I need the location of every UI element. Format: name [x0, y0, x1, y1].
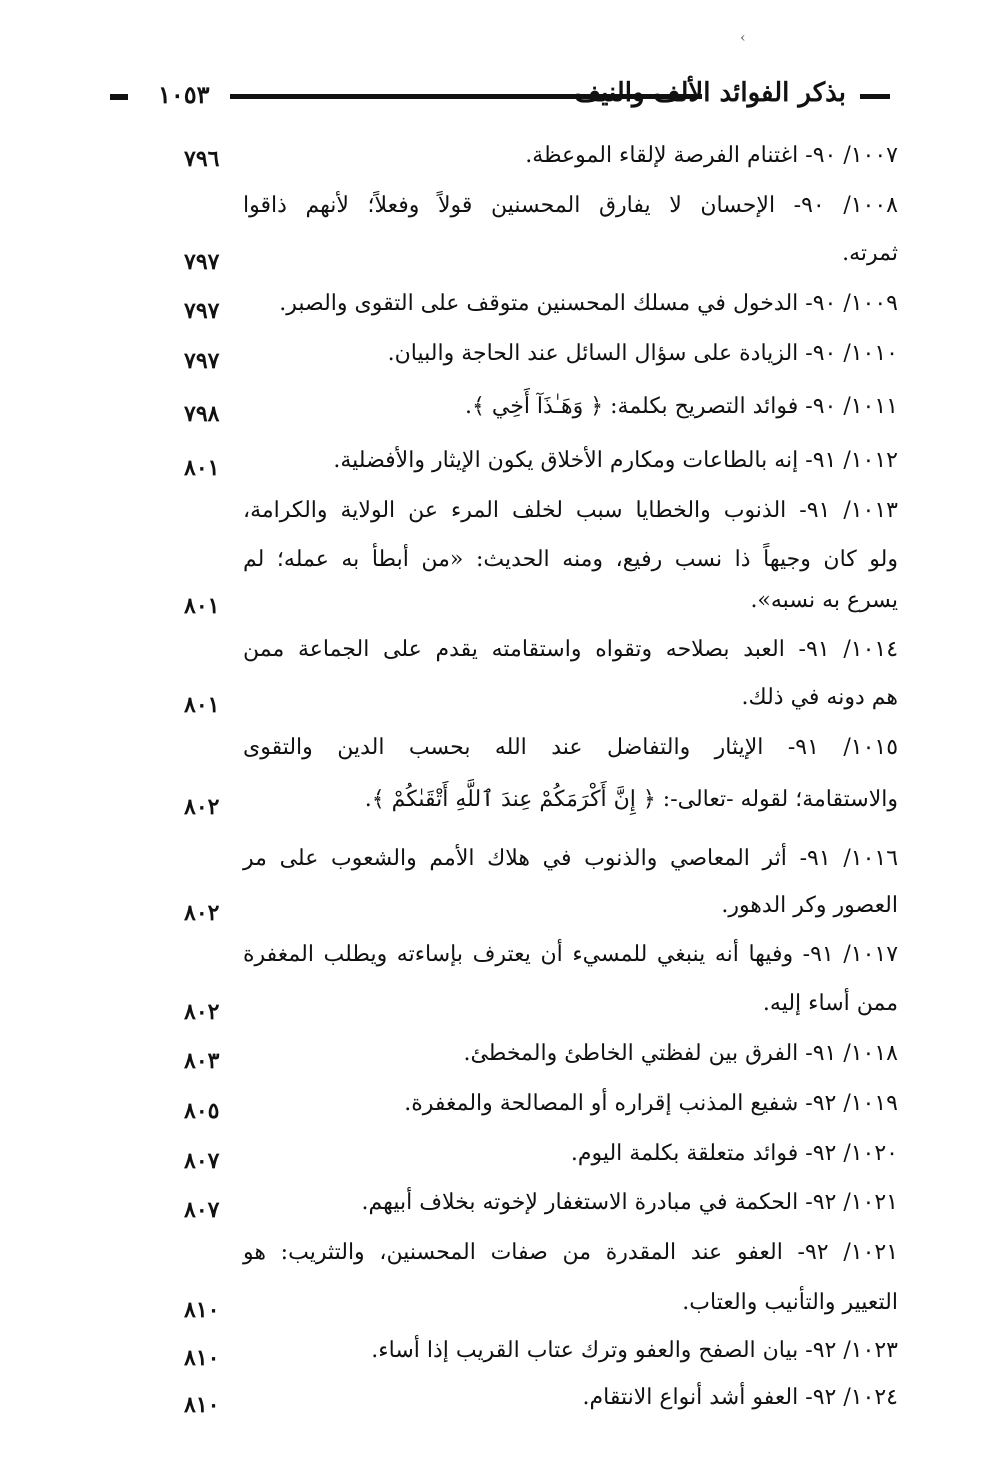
entry-line: ١٠٢٤/ ٩٢- العفو أشد أنواع الانتقام. — [582, 1385, 898, 1410]
entry-line: ١٠٠٧/ ٩٠- اغتنام الفرصة لإلقاء الموعظة. — [525, 143, 898, 168]
page-number: ١٠٥٣ — [158, 80, 210, 109]
entry-line: ١٠١٥/ ٩١- الإيثار والتفاضل عند الله بحسب الدين والتقوى — [243, 735, 899, 760]
page-reference: ٧٩٨ — [184, 401, 220, 427]
entry-line: ١٠١٢/ ٩١- إنه بالطاعات ومكارم الأخلاق يكون الإيثار والأفضلية. — [333, 448, 898, 473]
page-reference: ٨٠٢ — [184, 900, 220, 926]
page-reference: ٨١٠ — [184, 1297, 220, 1323]
entry-line: ولو كان وجيهاً ذا نسب رفيع، ومنه الحديث: «من أبطأ به عمله؛ لم — [243, 547, 898, 572]
page-reference: ٧٩٧ — [184, 348, 220, 374]
page-reference: ٨١٠ — [184, 1345, 220, 1371]
entry-line: ١٠١٧/ ٩١- وفيها أنه ينبغي للمسيء أن يعترف بإساءته ويطلب المغفرة — [243, 942, 899, 967]
entry-line: يسرع به نسبه». — [750, 588, 898, 613]
entry-line: ١٠٢٠/ ٩٢- فوائد متعلقة بكلمة اليوم. — [570, 1141, 898, 1166]
entry-line: ١٠١٨/ ٩١- الفرق بين لفظتي الخاطئ والمخطئ. — [463, 1041, 898, 1066]
page-reference: ٨٠١ — [184, 455, 220, 481]
page-reference: ٨٠٧ — [184, 1148, 220, 1174]
page-reference: ٧٩٧ — [184, 249, 220, 275]
entry-line: هم دونه في ذلك. — [741, 685, 898, 710]
page-reference: ٨٠٢ — [184, 999, 220, 1025]
page-reference: ٨٠٥ — [184, 1098, 220, 1124]
entry-line: ١٠٢١/ ٩٢- الحكمة في مبادرة الاستغفار لإخوته بخلاف أبيهم. — [361, 1190, 898, 1215]
entry-line: ١٠٠٨/ ٩٠- الإحسان لا يفارق المحسنين قولاً وفعلاً؛ لأنهم ذاقوا — [243, 193, 898, 218]
page-reference: ٨٠٢ — [184, 794, 220, 820]
entry-line: ١٠٢٣/ ٩٢- بيان الصفح والعفو وترك عتاب القريب إذا أساء. — [371, 1338, 898, 1363]
running-header — [110, 78, 890, 118]
page-reference: ٨١٠ — [184, 1392, 220, 1418]
header-title: بذكر الفوائد الألف والنيف — [574, 78, 846, 108]
entry-line: ١٠٠٩/ ٩٠- الدخول في مسلك المحسنين متوقف على التقوى والصبر. — [279, 291, 898, 316]
page-reference: ٨٠١ — [184, 692, 220, 718]
entry-line: ١٠١٣/ ٩١- الذنوب والخطايا سبب لخلف المرء عن الولاية والكرامة، — [243, 498, 898, 523]
entry-line: ممن أساء إليه. — [762, 991, 898, 1016]
page-reference: ٨٠٧ — [184, 1197, 220, 1223]
entry-line: ١٠١٠/ ٩٠- الزيادة على سؤال السائل عند الحاجة والبيان. — [387, 341, 898, 366]
entry-line: العصور وكر الدهور. — [721, 893, 898, 918]
entry-line: والاستقامة؛ لقوله -تعالى-: ﴿ إِنَّ أَكْرَمَكُمْ عِندَ ٱللَّهِ أَتْقَىٰكُمْ ﴾. — [364, 787, 898, 812]
header-dash-right — [860, 94, 890, 99]
entry-line: التعيير والتأنيب والعتاب. — [682, 1290, 898, 1315]
entry-line: ١٠١١/ ٩٠- فوائد التصريح بكلمة: ﴿ وَهَـٰذَآ أَخِي ﴾. — [465, 394, 898, 419]
entry-line: ثمرته. — [842, 241, 898, 266]
entry-line: ١٠١٤/ ٩١- العبد بصلاحه وتقواه واستقامته يقدم على الجماعة ممن — [243, 637, 899, 662]
entry-line: ١٠٢١/ ٩٢- العفو عند المقدرة من صفات المحسنين، والتثريب: هو — [243, 1240, 899, 1265]
scan-mark: ‹ — [740, 30, 746, 46]
entry-line: ١٠١٦/ ٩١- أثر المعاصي والذنوب في هلاك الأمم والشعوب على مر — [243, 846, 899, 871]
page-reference: ٨٠٣ — [184, 1048, 220, 1074]
page-reference: ٨٠١ — [184, 593, 220, 619]
header-dash-left — [110, 94, 128, 100]
page-reference: ٧٩٦ — [184, 146, 220, 172]
page-reference: ٧٩٧ — [184, 298, 220, 324]
entry-line: ١٠١٩/ ٩٢- شفيع المذنب إقراره أو المصالحة والمغفرة. — [404, 1091, 898, 1116]
